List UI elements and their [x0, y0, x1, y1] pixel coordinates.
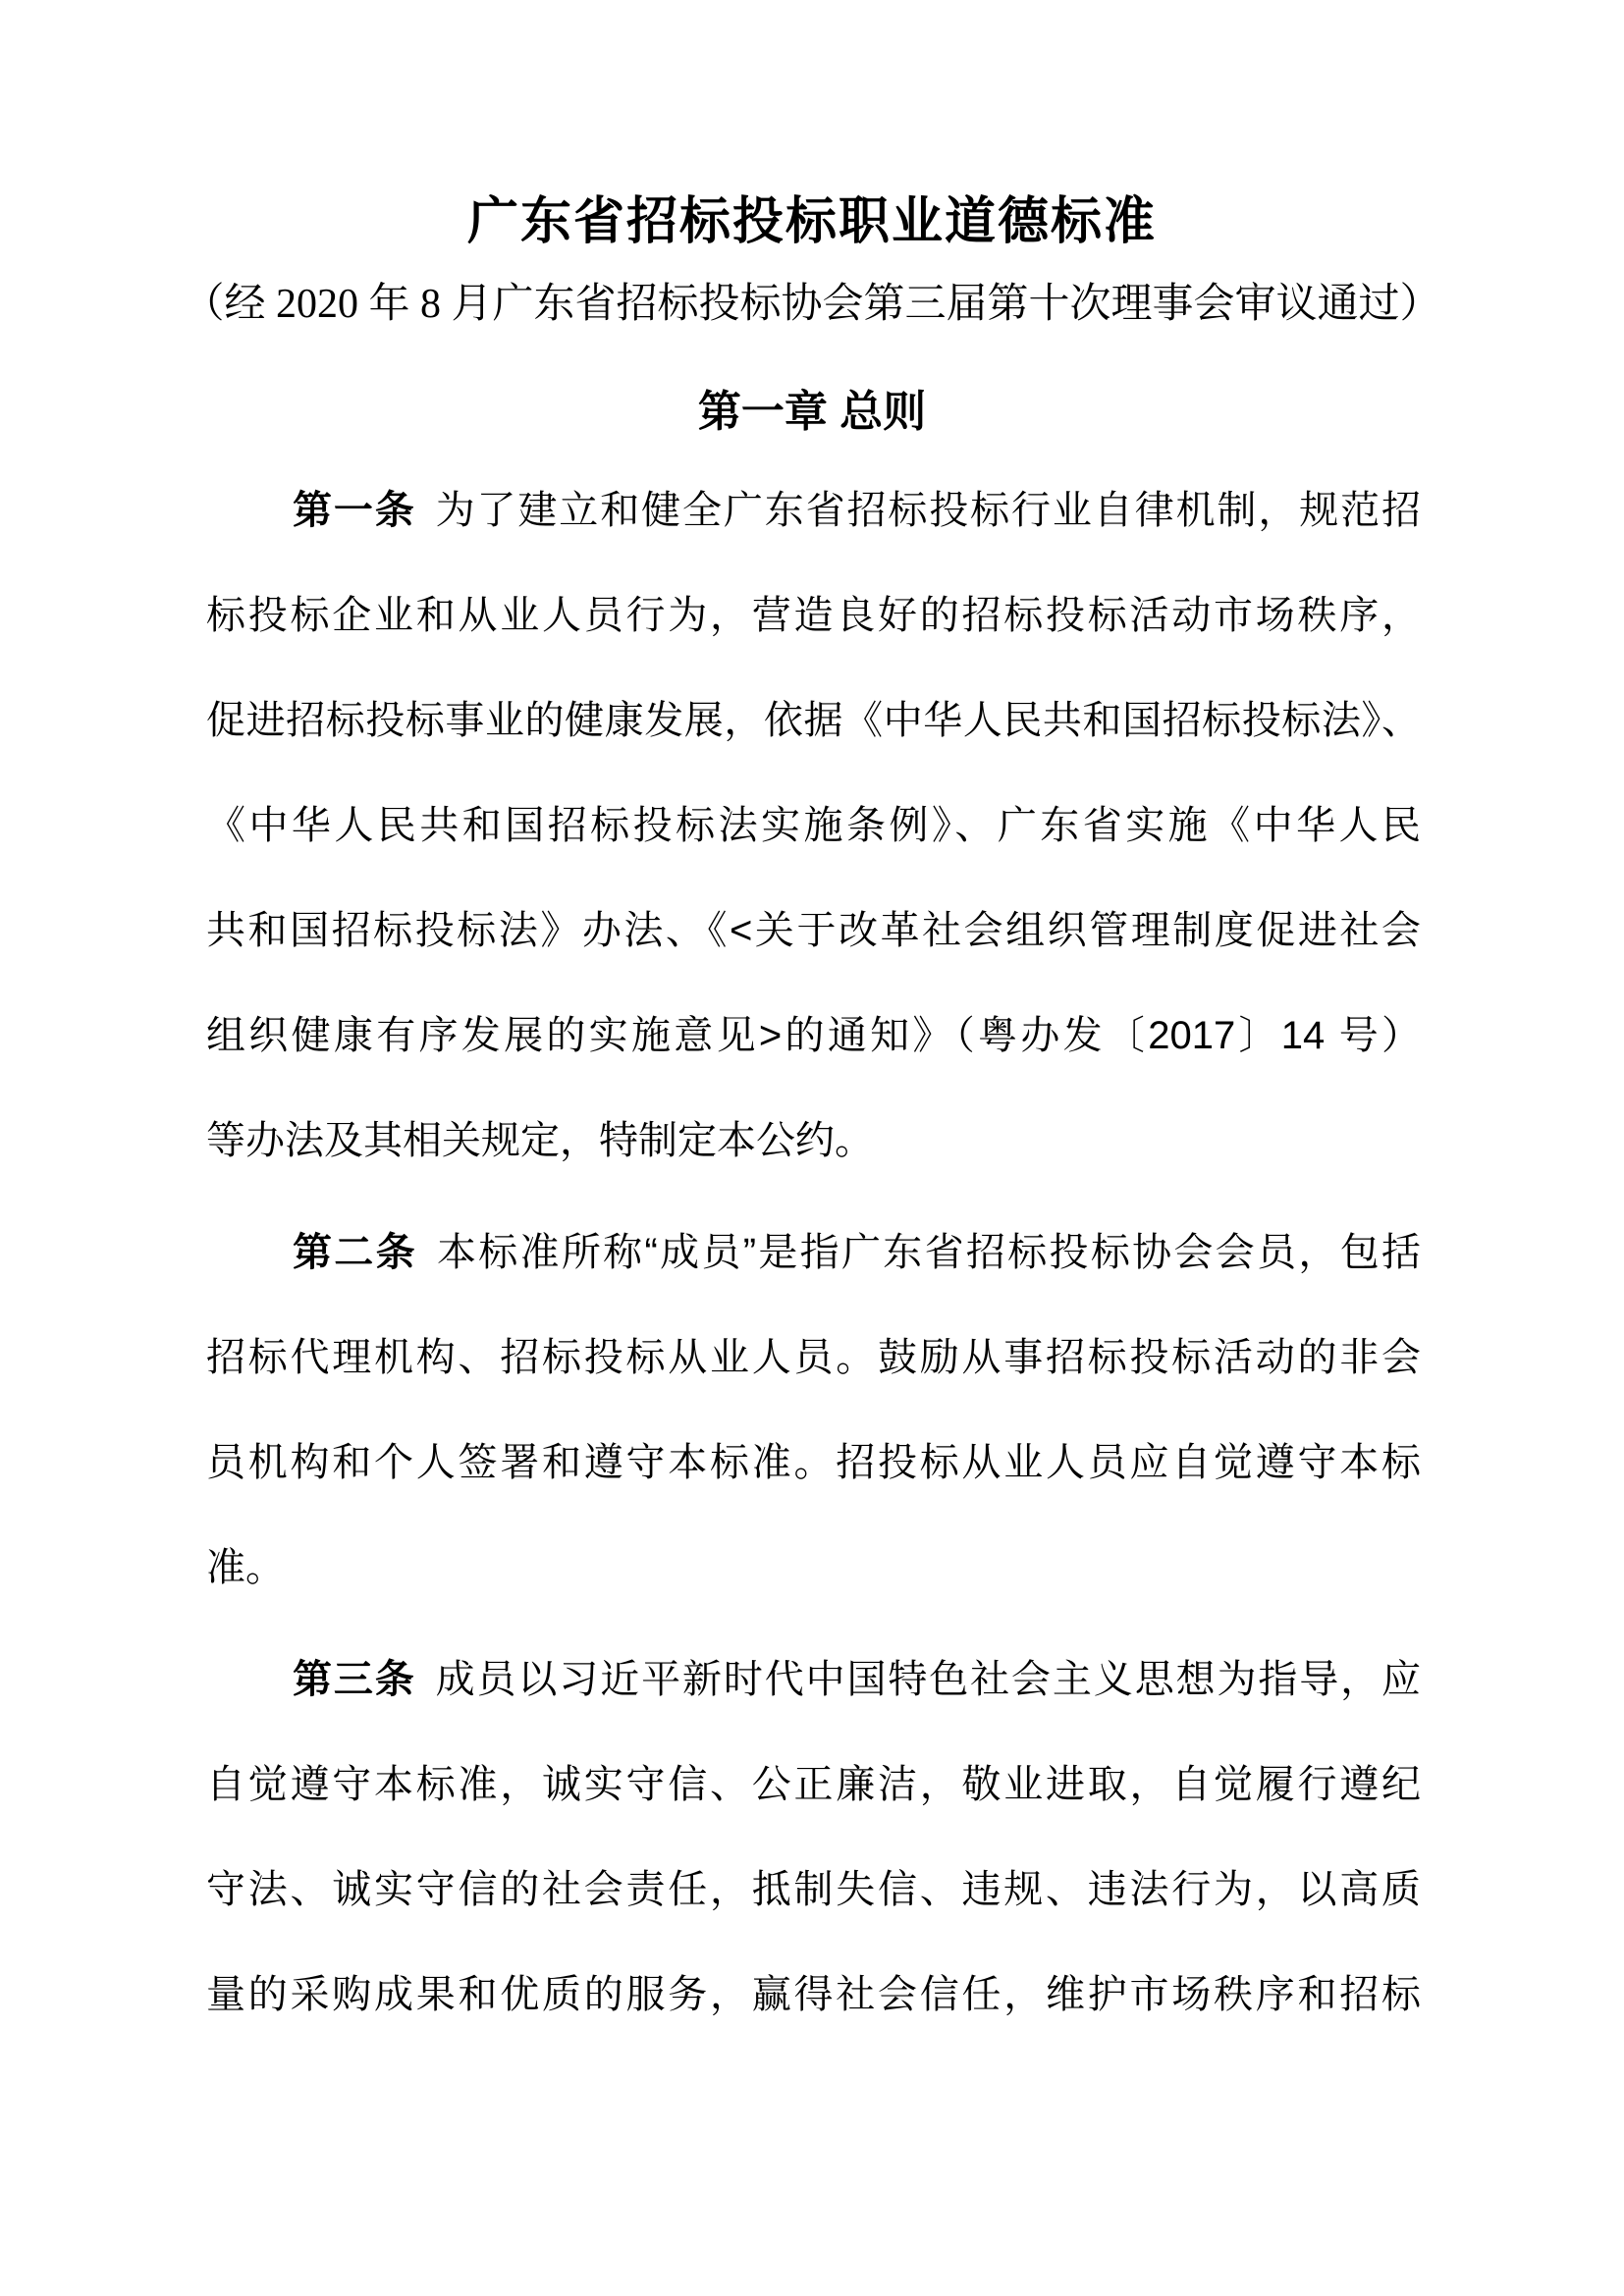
text-line: 员机构和个人签署和遵守本标准。招投标从业人员应自觉遵守本标 — [206, 1441, 1421, 1484]
article-3-label: 第三条 — [293, 1658, 416, 1701]
text-line: 促进招标投标事业的健康发展，依据《中华人民共和国招标投标法》、 — [206, 699, 1421, 742]
text-line: 量的采购成果和优质的服务，赢得社会信任，维护市场秩序和招标 — [206, 1973, 1421, 2016]
text-line: 守法、诚实守信的社会责任，抵制失信、违规、违法行为，以高质 — [206, 1868, 1421, 1911]
article-1-label: 第一条 — [293, 489, 416, 532]
document-body — [206, 458, 1421, 2048]
document-subtitle: （经 2020 年 8 月广东省招标投标协会第三届第十次理事会审议通过） — [183, 282, 1441, 327]
text-line: 标投标企业和从业人员行为，营造良好的招标投标活动市场秩序， — [206, 594, 1421, 637]
text-line: 招标代理机构、招标投标从业人员。鼓励从事招标投标活动的非会 — [206, 1336, 1421, 1379]
article-2-first-line-text: 本标准所称“成员”是指广东省招标投标协会会员，包括 — [436, 1231, 1422, 1274]
text-line: 组织健康有序发展的实施意见>的通知》（粤办发〔2017〕14 号） — [206, 1014, 1421, 1057]
document-title: 广东省招标投标职业道德标准 — [466, 193, 1157, 250]
text-line — [206, 458, 1421, 563]
article-1-first-line-text: 为了建立和健全广东省招标投标行业自律机制，规范招 — [435, 489, 1422, 532]
text-line — [206, 1201, 1421, 1306]
chapter-heading: 第一章 总则 — [697, 388, 927, 436]
text-line: 自觉遵守本标准，诚实守信、公正廉洁，敬业进取，自觉履行遵纪 — [206, 1763, 1421, 1806]
article-3 — [206, 1628, 1421, 2048]
article-3-first-line-text: 成员以习近平新时代中国特色社会主义思想为指导，应 — [435, 1658, 1422, 1701]
article-2-label: 第二条 — [293, 1231, 417, 1274]
text-line: 准。 — [206, 1546, 285, 1589]
text-line: 《中华人民共和国招标投标法实施条例》、广东省实施《中华人民 — [206, 804, 1421, 847]
text-line — [206, 1628, 1421, 1733]
text-line: 等办法及其相关规定，特制定本公约。 — [206, 1119, 874, 1162]
article-2 — [206, 1201, 1421, 1621]
article-1 — [206, 458, 1421, 1194]
text-line: 共和国招标投标法》办法、《<关于改革社会组织管理制度促进社会 — [206, 909, 1421, 952]
